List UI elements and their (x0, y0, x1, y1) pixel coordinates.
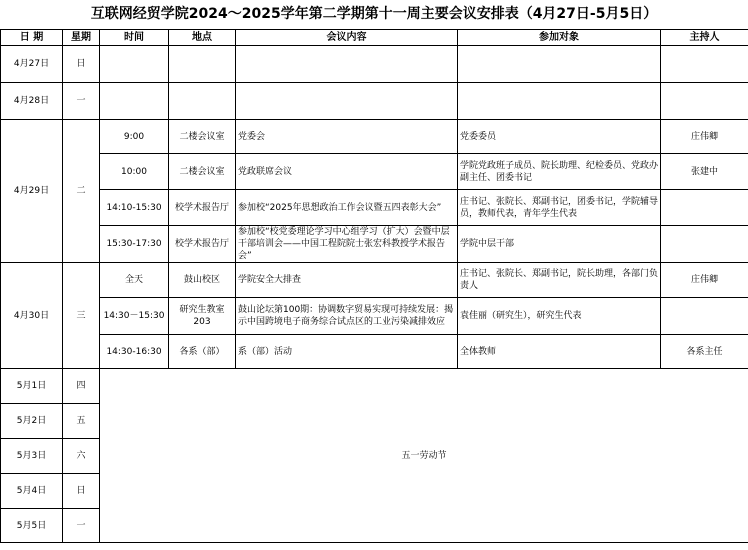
content-cell: 系（部）活动 (236, 335, 458, 369)
time-cell: 14:30-16:30 (100, 335, 169, 369)
attendees-cell: 学院中层干部 (458, 226, 661, 263)
host-cell: 各系主任 (661, 335, 748, 369)
host-cell: 张建中 (661, 154, 748, 190)
header-weekday: 星期 (63, 30, 100, 46)
date-cell: 5月5日 (1, 509, 63, 543)
date-cell: 4月27日 (1, 46, 63, 83)
attendees-cell: 庄书记、张院长、郑副书记，团委书记，学院辅导员，教师代表，青年学生代表 (458, 190, 661, 226)
date-cell: 5月2日 (1, 404, 63, 439)
date-cell: 5月3日 (1, 439, 63, 474)
weekday-cell: 四 (63, 369, 100, 404)
table-row (1, 46, 748, 83)
host-cell: 庄伟卿 (661, 120, 748, 154)
attendees-cell: 党委委员 (458, 120, 661, 154)
weekday-cell: 一 (63, 509, 100, 543)
location-cell: 鼓山校区 (169, 263, 236, 298)
content-cell: 学院安全大排查 (236, 263, 458, 298)
weekday-cell: 二 (63, 120, 100, 263)
host-cell (661, 190, 748, 226)
table-row (1, 83, 748, 120)
header-row (1, 30, 748, 46)
weekday-cell: 三 (63, 263, 100, 369)
page-title: 互联网经贸学院2024～2025学年第二学期第十一周主要会议安排表（4月27日-5月5日） (90, 6, 658, 22)
date-cell: 5月4日 (1, 474, 63, 509)
host-cell (661, 298, 748, 335)
date-cell: 4月28日 (1, 83, 63, 120)
time-cell: 10:00 (100, 154, 169, 190)
table-row (1, 120, 748, 154)
attendees-cell: 袁佳丽（研究生），研究生代表 (458, 298, 661, 335)
attendees-cell: 全体教师 (458, 335, 661, 369)
content-cell: 党委会 (236, 120, 458, 154)
header-time: 时间 (100, 30, 169, 46)
holiday-cell: 五一劳动节 (100, 369, 748, 543)
content-cell: 党政联席会议 (236, 154, 458, 190)
weekday-cell: 五 (63, 404, 100, 439)
table-row (1, 298, 748, 335)
time-cell: 14:10-15:30 (100, 190, 169, 226)
time-cell: 14:30－15:30 (100, 298, 169, 335)
weekday-cell: 日 (63, 46, 100, 83)
time-cell: 全天 (100, 263, 169, 298)
header-content: 会议内容 (236, 30, 458, 46)
content-cell: 鼓山论坛第100期：协调数字贸易实现可持续发展：揭示中国跨境电子商务综合试点区的工业污染减排效应 (236, 298, 458, 335)
location-cell: 研究生教室203 (169, 298, 236, 335)
table-row (1, 226, 748, 263)
location-cell: 二楼会议室 (169, 154, 236, 190)
attendees-cell: 庄书记、张院长、郑副书记，院长助理，各部门负责人 (458, 263, 661, 298)
location-cell: 校学术报告厅 (169, 226, 236, 263)
weekday-cell: 日 (63, 474, 100, 509)
header-host: 主持人 (661, 30, 748, 46)
date-cell: 4月30日 (1, 263, 63, 369)
table-row (1, 154, 748, 190)
table-row (1, 369, 748, 404)
location-cell: 校学术报告厅 (169, 190, 236, 226)
header-date: 日 期 (1, 30, 63, 46)
header-attendees: 参加对象 (458, 30, 661, 46)
table-row (1, 335, 748, 369)
table-row (1, 190, 748, 226)
table-row (1, 263, 748, 298)
date-cell: 4月29日 (1, 120, 63, 263)
host-cell (661, 226, 748, 263)
location-cell: 各系（部） (169, 335, 236, 369)
content-cell: 参加校“2025年思想政治工作会议暨五四表彰大会” (236, 190, 458, 226)
weekday-cell: 一 (63, 83, 100, 120)
host-cell: 庄伟卿 (661, 263, 748, 298)
schedule-table (0, 29, 748, 543)
location-cell: 二楼会议室 (169, 120, 236, 154)
time-cell: 9:00 (100, 120, 169, 154)
date-cell: 5月1日 (1, 369, 63, 404)
attendees-cell: 学院党政班子成员、院长助理、纪检委员、党政办副主任、团委书记 (458, 154, 661, 190)
time-cell: 15:30-17:30 (100, 226, 169, 263)
weekday-cell: 六 (63, 439, 100, 474)
header-location: 地点 (169, 30, 236, 46)
content-cell: 参加校“校党委理论学习中心组学习（扩大）会暨中层干部培训会——中国工程院院士张宏科教授学术报告会” (236, 226, 458, 263)
